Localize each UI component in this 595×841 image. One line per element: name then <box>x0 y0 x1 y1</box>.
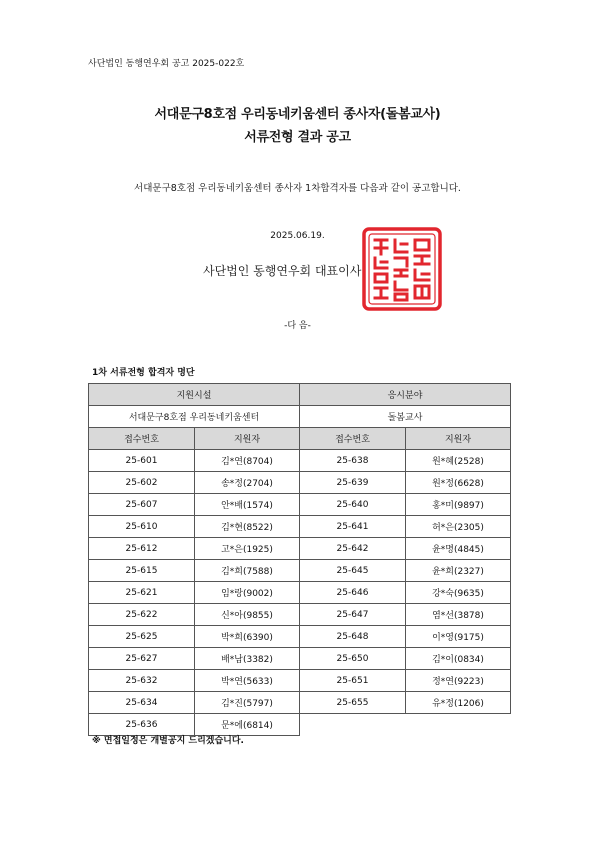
applicant-cell: 박*희(6390) <box>195 626 300 648</box>
receipt-number-cell: 25-655 <box>300 692 406 714</box>
applicant-cell: 신*아(9855) <box>195 604 300 626</box>
applicant-cell: 고*은(1925) <box>195 538 300 560</box>
receipt-number-cell: 25-625 <box>89 626 195 648</box>
applicant-cell: 송*정(2704) <box>195 472 300 494</box>
applicant-cell: 박*연(5633) <box>195 670 300 692</box>
applicant-cell: 염*선(3878) <box>406 604 511 626</box>
document-number: 사단법인 동행연우회 공고 2025-022호 <box>88 59 245 69</box>
column-header-row <box>89 428 511 450</box>
applicant-cell: 허*은(2305) <box>406 516 511 538</box>
table-row <box>89 626 511 648</box>
applicant-cell: 원*혜(2528) <box>406 450 511 472</box>
field-header: 응시분야 <box>300 384 511 406</box>
issue-date: 2025.06.19. <box>270 231 325 241</box>
applicant-cell: 유*정(1206) <box>406 692 511 714</box>
receipt-number-cell: 25-638 <box>300 450 406 472</box>
receipt-number-cell: 25-640 <box>300 494 406 516</box>
receipt-number-cell: 25-632 <box>89 670 195 692</box>
applicant-cell: 김*진(5797) <box>195 692 300 714</box>
table-row <box>89 450 511 472</box>
table-row <box>89 560 511 582</box>
receipt-number-cell: 25-647 <box>300 604 406 626</box>
facility-header: 지원시설 <box>89 384 300 406</box>
applicant-cell: 김*희(7588) <box>195 560 300 582</box>
issuer-name: 사단법인 동행연우회 대표이사 <box>203 264 362 278</box>
applicant-cell: 윤*명(4845) <box>406 538 511 560</box>
table-row <box>89 472 511 494</box>
applicant-cell: 정*연(9223) <box>406 670 511 692</box>
applicant-cell: 김*이(0834) <box>406 648 511 670</box>
table-row <box>89 670 511 692</box>
receipt-number-cell: 25-651 <box>300 670 406 692</box>
receipt-number-cell: 25-622 <box>89 604 195 626</box>
applicant-table <box>88 383 511 736</box>
table-row <box>89 538 511 560</box>
applicant-cell: 홍*미(9897) <box>406 494 511 516</box>
column-header-applicant: 지원자 <box>195 428 300 450</box>
receipt-number-cell: 25-641 <box>300 516 406 538</box>
notice-title: 서대문구8호점 우리동네키움센터 종사자(돌봄교사) <box>154 107 441 122</box>
receipt-number-cell: 25-601 <box>89 450 195 472</box>
remark-heading: -다 음- <box>284 321 311 331</box>
applicant-cell: 배*남(3382) <box>195 648 300 670</box>
applicant-cell: 원*정(6628) <box>406 472 511 494</box>
receipt-number-cell: 25-642 <box>300 538 406 560</box>
table-row <box>89 494 511 516</box>
receipt-number-cell: 25-627 <box>89 648 195 670</box>
receipt-number-cell: 25-612 <box>89 538 195 560</box>
table-row <box>89 692 511 714</box>
intro-text: 서대문구8호점 우리동네키움센터 종사자 1차합격자를 다음과 같이 공고합니다. <box>134 183 461 194</box>
facility-name: 서대문구8호점 우리동네키움센터 <box>89 406 300 428</box>
list-heading: 1차 서류전형 합격자 명단 <box>92 368 195 378</box>
receipt-number-cell: 25-646 <box>300 582 406 604</box>
receipt-number-cell: 25-615 <box>89 560 195 582</box>
facility-row <box>89 406 511 428</box>
applicant-cell: 이*영(9175) <box>406 626 511 648</box>
column-header-number: 접수번호 <box>89 428 195 450</box>
notice-subtitle: 서류전형 결과 공고 <box>244 130 351 145</box>
applicant-cell: 임*랑(9002) <box>195 582 300 604</box>
applicant-cell: 문*에(6814) <box>195 714 300 736</box>
applicant-cell: 윤*희(2327) <box>406 560 511 582</box>
receipt-number-cell: 25-648 <box>300 626 406 648</box>
column-header-applicant: 지원자 <box>406 428 511 450</box>
receipt-number-cell: 25-610 <box>89 516 195 538</box>
receipt-number-cell: 25-607 <box>89 494 195 516</box>
table-row <box>89 516 511 538</box>
empty-cell <box>300 714 406 736</box>
receipt-number-cell: 25-602 <box>89 472 195 494</box>
applicant-cell: 김*현(8522) <box>195 516 300 538</box>
receipt-number-cell: 25-639 <box>300 472 406 494</box>
table-row <box>89 582 511 604</box>
receipt-number-cell: 25-645 <box>300 560 406 582</box>
column-header-number: 접수번호 <box>300 428 406 450</box>
applicant-cell: 김*연(8704) <box>195 450 300 472</box>
receipt-number-cell: 25-636 <box>89 714 195 736</box>
table-header-row <box>89 384 511 406</box>
footnote: ※ 면접일정은 개별공지 드리겠습니다. <box>92 736 244 746</box>
applicant-cell: 강*숙(9635) <box>406 582 511 604</box>
table-row <box>89 648 511 670</box>
receipt-number-cell: 25-650 <box>300 648 406 670</box>
empty-cell <box>406 714 511 736</box>
table-row <box>89 604 511 626</box>
receipt-number-cell: 25-634 <box>89 692 195 714</box>
official-seal-stamp <box>361 226 443 312</box>
field-name: 돌봄교사 <box>300 406 511 428</box>
applicant-cell: 안*배(1574) <box>195 494 300 516</box>
receipt-number-cell: 25-621 <box>89 582 195 604</box>
